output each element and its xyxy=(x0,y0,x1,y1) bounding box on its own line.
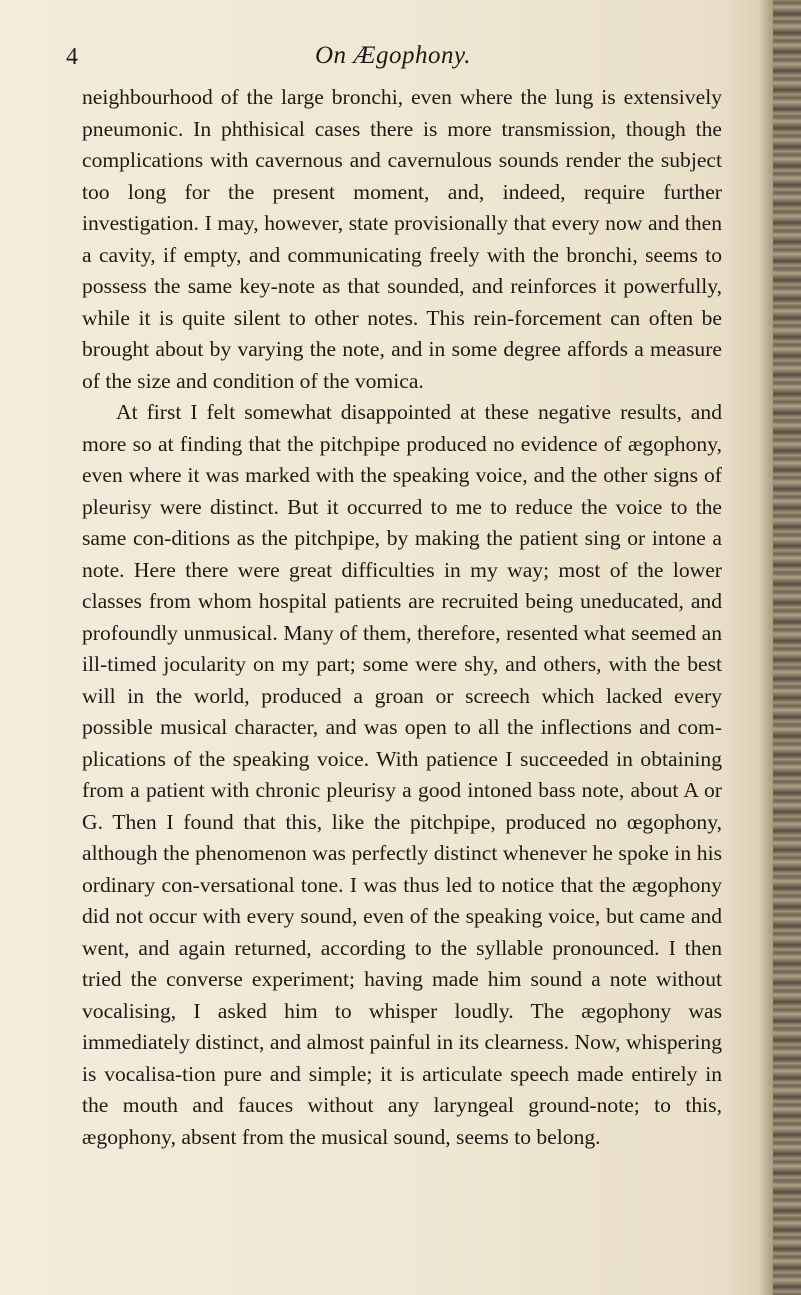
body-text xyxy=(82,82,722,1153)
paragraph-1: neighbourhood of the large bronchi, even where the lung is extensively pneumonic. In phthisical cases there is more transmission, though the complications with cavernous and cavernulous sounds render the subject too long for the present moment, and, indeed, require further investigation. I may, however, state provisionally that every now and then a cavity, if empty, and communicating freely with the bronchi, seems to possess the same key-note as that sounded, and reinforces it powerfully, while it is quite silent to other notes. This rein-forcement can often be brought about by varying the note, and in some degree affords a measure of the size and condition of the vomica. xyxy=(82,85,722,393)
page-edge xyxy=(773,0,801,1295)
paragraph-2: At first I felt somewhat disappointed at these negative results, and more so at finding that the pitchpipe produced no evidence of ægophony, even where it was marked with the speaking voice, and the other signs of pleurisy were distinct. But it occurred to me to reduce the voice to the same con-ditions as the pitchpipe, by making the patient sing or intone a note. Here there were great difficulties in my way; most of the lower classes from whom hospital patients are recruited being uneducated, and profoundly unmusical. Many of them, therefore, resented what seemed an ill-timed jocularity on my part; some were shy, and others, with the best will in the world, produced a groan or screech which lacked every possible musical character, and was open to all the inflections and com-plications of the speaking voice. With patience I succeeded in obtaining from a patient with chronic pleurisy a good intoned bass note, about A or G. Then I found that this, like the pitchpipe, produced no œgophony, although the phenomenon was perfectly distinct whenever he spoke in his ordinary con-versational tone. I was thus led to notice that the ægophony did not occur with every sound, even of the speaking voice, but came and went, and again returned, according to the syllable pronounced. I then tried the converse experiment; having made him sound a note without vocalising, I asked him to whisper loudly. The ægophony was immediately distinct, and almost painful in its clearness. Now, whispering is vocalisa-tion pure and simple; it is articulate speech made entirely in the mouth and fauces without any laryngeal ground-note; to this, ægophony, absent from the musical sound, seems to belong. xyxy=(82,400,722,1149)
page-gutter-shadow xyxy=(759,0,773,1295)
page-header xyxy=(66,40,720,76)
running-title: On Ægophony. xyxy=(315,42,471,69)
page-number: 4 xyxy=(66,44,78,70)
